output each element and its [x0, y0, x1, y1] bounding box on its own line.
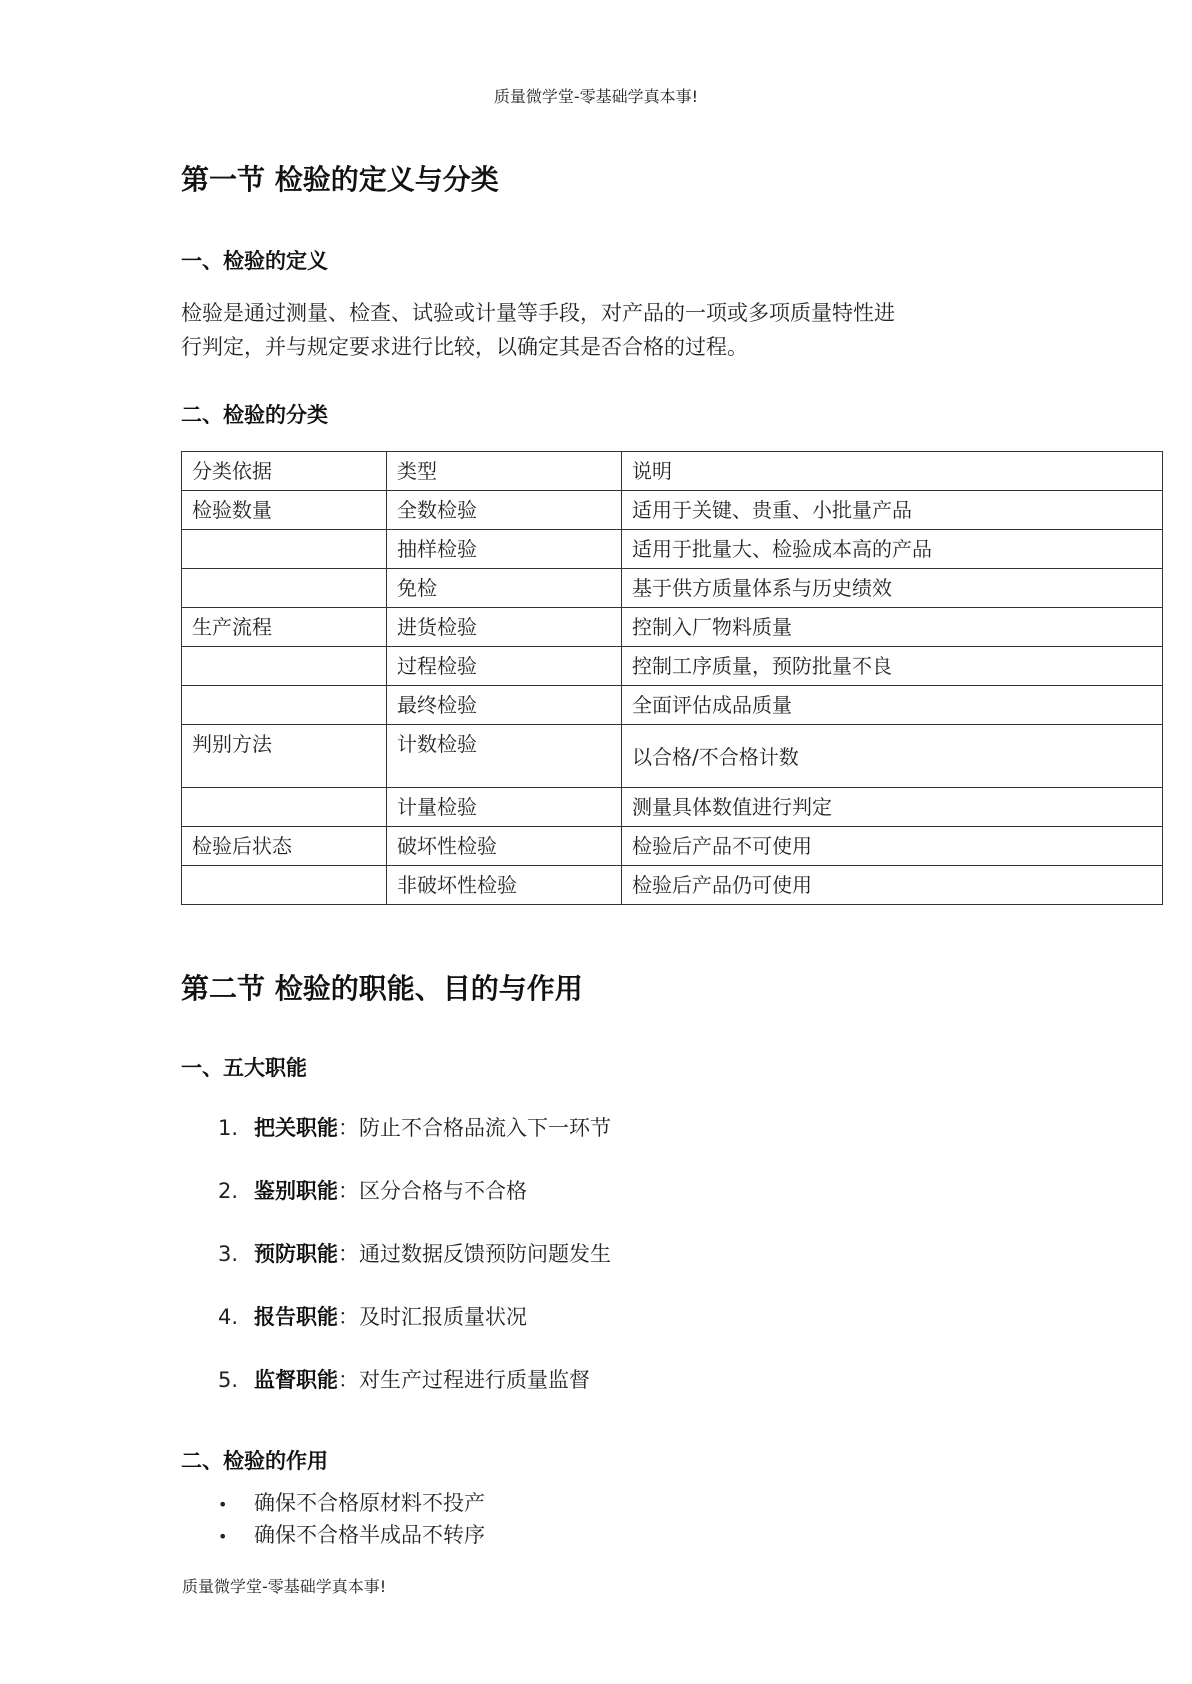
table-row: [182, 608, 1163, 647]
bullet-item: [218, 1519, 485, 1549]
list-separator: ：: [338, 1116, 359, 1140]
table-cell: 生产流程: [182, 608, 387, 647]
table-cell: 适用于关键、贵重、小批量产品: [622, 491, 1163, 530]
table-cell: 基于供方质量体系与历史绩效: [622, 569, 1163, 608]
table-cell: 破坏性检验: [387, 827, 622, 866]
table-row: [182, 725, 1163, 788]
table-cell: 测量具体数值进行判定: [622, 788, 1163, 827]
section2-sub1-title: 一、五大职能: [181, 1056, 307, 1080]
table-cell: 检验后产品不可使用: [622, 827, 1163, 866]
table-header-cell: 说明: [622, 452, 1163, 491]
table-cell: 判别方法: [182, 725, 387, 788]
bullet-symbol: •: [218, 1526, 228, 1546]
table-cell: [182, 788, 387, 827]
list-desc: 防止不合格品流入下一环节: [359, 1116, 611, 1140]
table-cell: [182, 569, 387, 608]
table-row: [182, 866, 1163, 905]
table-cell: 计数检验: [387, 725, 622, 788]
list-item: [218, 1175, 527, 1205]
table-header-cell: 类型: [387, 452, 622, 491]
list-separator: ：: [338, 1242, 359, 1266]
list-term: 报告职能: [254, 1305, 338, 1329]
table-header-row: [182, 452, 1163, 491]
bullet-symbol: •: [218, 1494, 228, 1514]
table-cell: [182, 686, 387, 725]
table-row: [182, 530, 1163, 569]
table-row: [182, 827, 1163, 866]
definition-line-2: 行判定，并与规定要求进行比较，以确定其是否合格的过程。: [181, 335, 748, 359]
definition-line-1: 检验是通过测量、检查、试验或计量等手段，对产品的一项或多项质量特性进: [181, 301, 895, 325]
list-desc: 区分合格与不合格: [359, 1179, 527, 1203]
table-cell: 抽样检验: [387, 530, 622, 569]
list-number: 3.: [218, 1242, 239, 1266]
table-cell: 全面评估成品质量: [622, 686, 1163, 725]
table-cell: 进货检验: [387, 608, 622, 647]
table-cell: [182, 647, 387, 686]
table-cell: 检验数量: [182, 491, 387, 530]
table-cell: 非破坏性检验: [387, 866, 622, 905]
section1-sub2-title: 二、检验的分类: [181, 403, 328, 427]
list-term: 鉴别职能: [254, 1179, 338, 1203]
list-separator: ：: [338, 1179, 359, 1203]
table-cell: 最终检验: [387, 686, 622, 725]
list-number: 5.: [218, 1368, 239, 1392]
table-cell: 控制入厂物料质量: [622, 608, 1163, 647]
list-item: [218, 1301, 527, 1331]
section1-sub1-title: 一、检验的定义: [181, 249, 328, 273]
section2-sub2-title: 二、检验的作用: [181, 1449, 328, 1473]
table-row: [182, 788, 1163, 827]
table-row: [182, 686, 1163, 725]
table-cell: [182, 530, 387, 569]
table-cell: [182, 866, 387, 905]
list-number: 4.: [218, 1305, 239, 1329]
table-header-cell: 分类依据: [182, 452, 387, 491]
table-cell: 适用于批量大、检验成本高的产品: [622, 530, 1163, 569]
list-desc: 及时汇报质量状况: [359, 1305, 527, 1329]
table-row: [182, 647, 1163, 686]
table-cell: 检验后产品仍可使用: [622, 866, 1163, 905]
list-separator: ：: [338, 1305, 359, 1329]
list-number: 2.: [218, 1179, 239, 1203]
table-cell: 检验后状态: [182, 827, 387, 866]
section2-title: 第二节 检验的职能、目的与作用: [181, 972, 583, 1005]
table-row: [182, 569, 1163, 608]
table-cell: 以合格/不合格计数: [622, 725, 1163, 788]
list-term: 监督职能: [254, 1368, 338, 1392]
table-cell: 全数检验: [387, 491, 622, 530]
definition-paragraph: [181, 296, 1021, 364]
table-cell: 控制工序质量，预防批量不良: [622, 647, 1163, 686]
list-item: [218, 1238, 611, 1268]
page-header: 质量微学堂-零基础学真本事!: [493, 87, 699, 106]
classification-table: [181, 451, 1163, 905]
list-term: 预防职能: [254, 1242, 338, 1266]
list-desc: 对生产过程进行质量监督: [359, 1368, 590, 1392]
list-desc: 通过数据反馈预防问题发生: [359, 1242, 611, 1266]
list-number: 1.: [218, 1116, 239, 1140]
table-cell: 计量检验: [387, 788, 622, 827]
table-row: [182, 491, 1163, 530]
bullet-item: [218, 1487, 485, 1517]
bullet-text: 确保不合格半成品不转序: [254, 1523, 485, 1547]
list-item: [218, 1364, 590, 1394]
list-term: 把关职能: [254, 1116, 338, 1140]
page-footer: 质量微学堂-零基础学真本事!: [182, 1577, 387, 1596]
section1-title: 第一节 检验的定义与分类: [181, 163, 499, 196]
list-separator: ：: [338, 1368, 359, 1392]
list-item: [218, 1112, 611, 1142]
bullet-text: 确保不合格原材料不投产: [254, 1491, 485, 1515]
table-cell: 过程检验: [387, 647, 622, 686]
table-cell: 免检: [387, 569, 622, 608]
